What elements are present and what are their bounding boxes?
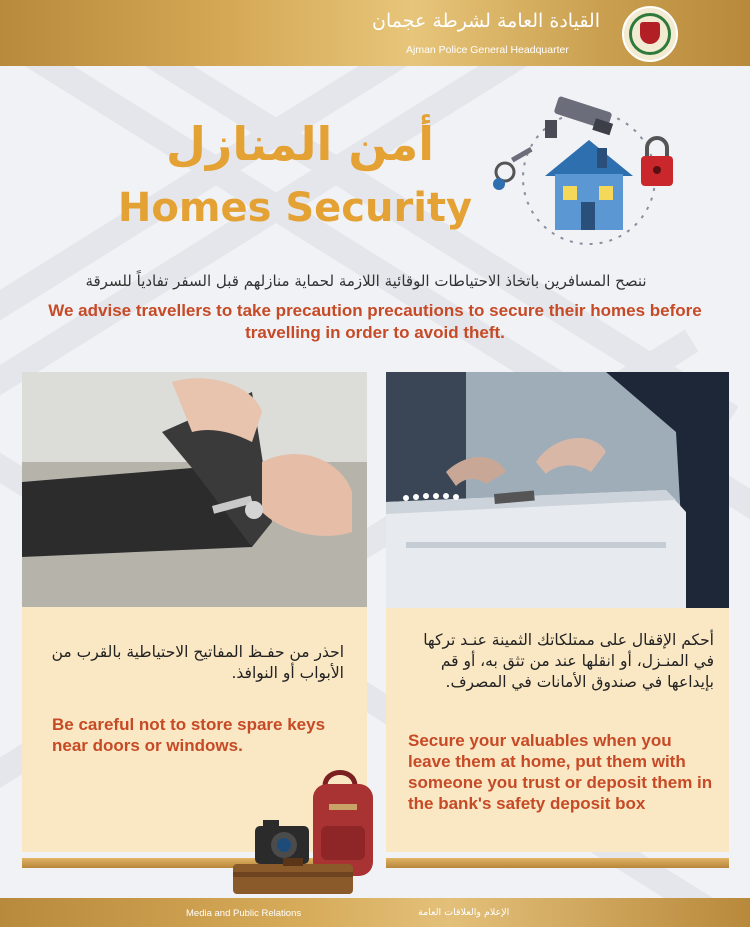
security-camera-icon	[545, 96, 613, 138]
valuables-english: Secure your valuables when you leave them at home, put them with someone you trust or deposit them in the bank's safety deposit box	[408, 731, 713, 813]
house-icon	[545, 140, 633, 230]
page-title-english: Homes Security	[117, 185, 473, 231]
backpack-icon	[313, 773, 373, 877]
footer-bar	[0, 898, 750, 927]
shelf-right	[386, 858, 729, 868]
photo-valuables-drawer	[386, 372, 729, 608]
footer-english: Media and Public Relations	[186, 908, 302, 919]
intro-arabic: ننصح المسافرين باتخاذ الاحتياطات الوقائية اللازمة لحماية منازلهم قبل السفر تفادياً للسرقة	[85, 272, 647, 290]
spare-keys-english: Be careful not to store spare keys near doors or windows.	[52, 715, 326, 755]
org-name-english: Ajman Police General Headquarter	[406, 44, 569, 56]
footer-arabic: الإعلام والعلاقات العامة	[418, 907, 510, 918]
keys-icon	[493, 147, 533, 190]
tip-card-valuables	[386, 372, 729, 852]
org-name-arabic: القيادة العامة لشرطة عجمان	[372, 10, 600, 32]
photo-key-under-mat	[22, 372, 367, 607]
camera-icon	[255, 820, 309, 864]
intro-english: We advise travellers to take precaution precautions to secure their homes before travelling in order to avoid theft.	[48, 301, 702, 342]
spare-keys-arabic: احذر من حفـظ المفاتيح الاحتياطية بالقرب من الأبواب أو النوافذ.	[51, 643, 344, 682]
police-emblem-icon	[622, 6, 678, 62]
luggage-illustration	[225, 768, 390, 898]
page-title-arabic: أمن المنازل	[166, 117, 434, 171]
house-security-illustration	[485, 92, 685, 252]
padlock-icon	[641, 138, 673, 186]
valuables-arabic: أحكم الإقفال على ممتلكاتك الثمينة عنـد تركها في المنـزل، أو انقلها عند من تثق به، أو قم بإيداعها في صندوق الأمانات في المصرف.	[423, 631, 714, 691]
